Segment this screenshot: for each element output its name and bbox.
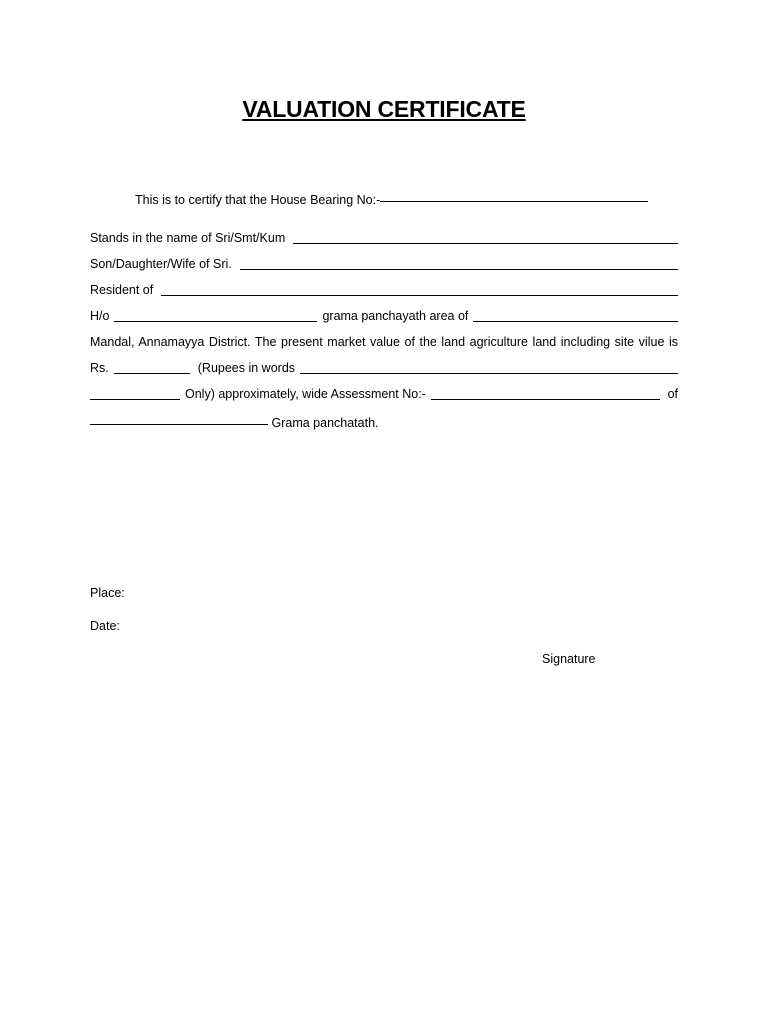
date-label: Date: [90,619,120,633]
rupees-words-blank [300,361,678,374]
name-line [90,230,678,246]
grama-panchatath-label: Grama panchatath. [271,416,379,430]
ho-label: H/o [90,309,110,323]
resident-label: Resident of [90,283,154,297]
assessment-line [90,386,678,402]
ho-blank [114,309,317,322]
panchatath-blank [90,412,268,425]
rupees-in-words-label: (Rupees in words [197,361,296,375]
relation-blank [240,257,678,270]
resident-line [90,282,678,298]
grama-area-label: grama panchayath area of [322,309,469,323]
signature-label: Signature [542,652,596,666]
place-label: Place: [90,586,125,600]
rs-amount-blank [114,361,190,374]
panchatath-line [90,412,690,431]
only-approx-label: Only) approximately, wide Assessment No:- [185,387,426,401]
assessment-number-blank [431,387,660,400]
name-blank [293,231,678,244]
stands-in-name-label: Stands in the name of Sri/Smt/Kum [90,231,286,245]
relation-line [90,256,678,272]
intro-line [135,189,655,208]
house-number-blank [380,189,648,202]
of-label: of [667,387,678,401]
relation-label: Son/Daughter/Wife of Sri. [90,257,232,271]
mandal-line: Mandal, Annamayya District. The present market value of the land agriculture land including site vilue is [90,335,678,349]
intro-text: This is to certify that the House Bearing No:- [135,193,381,207]
words-continued-blank [90,387,180,400]
document-title: VALUATION CERTIFICATE [242,96,526,122]
panchayath-area-blank [473,309,678,322]
resident-blank [161,283,678,296]
rs-line [90,360,678,376]
rs-label: Rs. [90,361,109,375]
ho-line [90,308,678,324]
